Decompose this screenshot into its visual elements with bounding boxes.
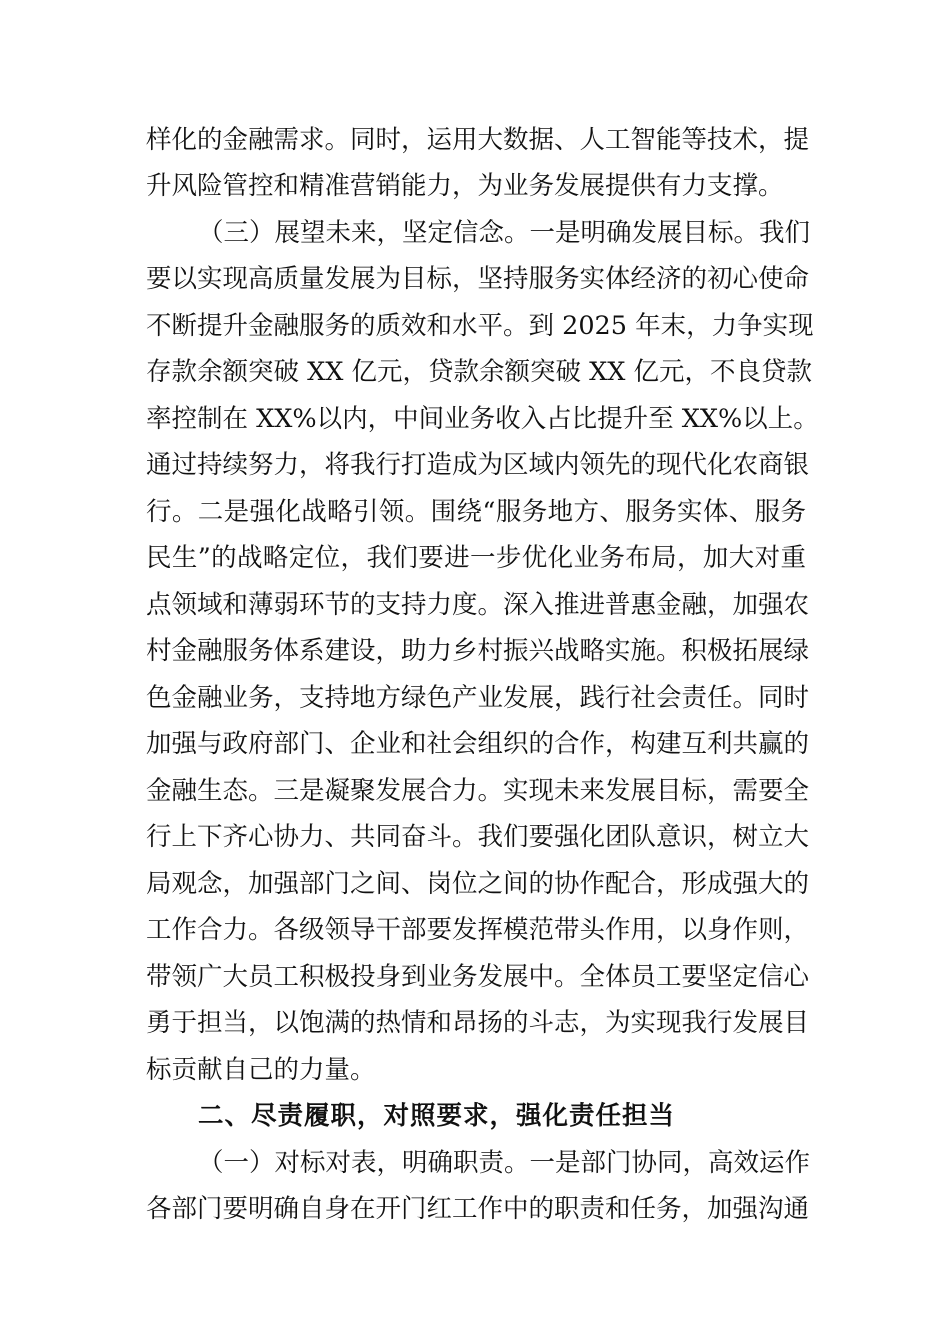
text-line: 升风险管控和精准营销能力，为业务发展提供有力支撑。: [146, 171, 784, 201]
text-line: 带领广大员工积极投身到业务发展中。全体员工要坚定信心: [146, 962, 810, 992]
text-line: 标贡献自己的力量。: [146, 1055, 376, 1085]
text-line: 色金融业务，支持地方绿色产业发展，践行社会责任。同时: [146, 683, 810, 713]
text-line: 勇于担当，以饱满的热情和昂扬的斗志，为实现我行发展目: [146, 1008, 810, 1038]
text-line: 要以实现高质量发展为目标，坚持服务实体经济的初心使命: [146, 264, 810, 294]
text-line: 局观念，加强部门之间、岗位之间的协作配合，形成强大的: [146, 869, 810, 899]
text-line: 行上下齐心协力、共同奋斗。我们要强化团队意识，树立大: [146, 822, 810, 852]
text-line: 存款余额突破 XX 亿元，贷款余额突破 XX 亿元，不良贷款: [146, 357, 813, 387]
text-line: （一）对标对表，明确职责。一是部门协同，高效运作: [198, 1148, 811, 1178]
text-line: 行。二是强化战略引领。围绕“服务地方、服务实体、服务: [146, 497, 806, 527]
text-line: 金融生态。三是凝聚发展合力。实现未来发展目标，需要全: [146, 776, 810, 806]
section-heading: 二、尽责履职，对照要求，强化责任担当: [198, 1101, 676, 1131]
text-line: 率控制在 XX%以内，中间业务收入占比提升至 XX%以上。: [146, 404, 819, 434]
text-line: （三）展望未来，坚定信念。一是明确发展目标。我们: [198, 218, 811, 248]
text-line: 点领域和薄弱环节的支持力度。深入推进普惠金融，加强农: [146, 590, 810, 620]
text-line: 各部门要明确自身在开门红工作中的职责和任务，加强沟通: [146, 1194, 810, 1224]
text-line: 样化的金融需求。同时，运用大数据、人工智能等技术，提: [146, 125, 810, 155]
text-line: 工作合力。各级领导干部要发挥模范带头作用，以身作则，: [146, 915, 810, 945]
text-line: 不断提升金融服务的质效和水平。到 2025 年末，力争实现: [146, 311, 814, 341]
text-line: 村金融服务体系建设，助力乡村振兴战略实施。积极拓展绿: [146, 636, 810, 666]
text-line: 通过持续努力，将我行打造成为区域内领先的现代化农商银: [146, 450, 810, 480]
text-line: 加强与政府部门、企业和社会组织的合作，构建互利共赢的: [146, 729, 810, 759]
text-line: 民生”的战略定位，我们要进一步优化业务布局，加大对重: [146, 543, 806, 573]
